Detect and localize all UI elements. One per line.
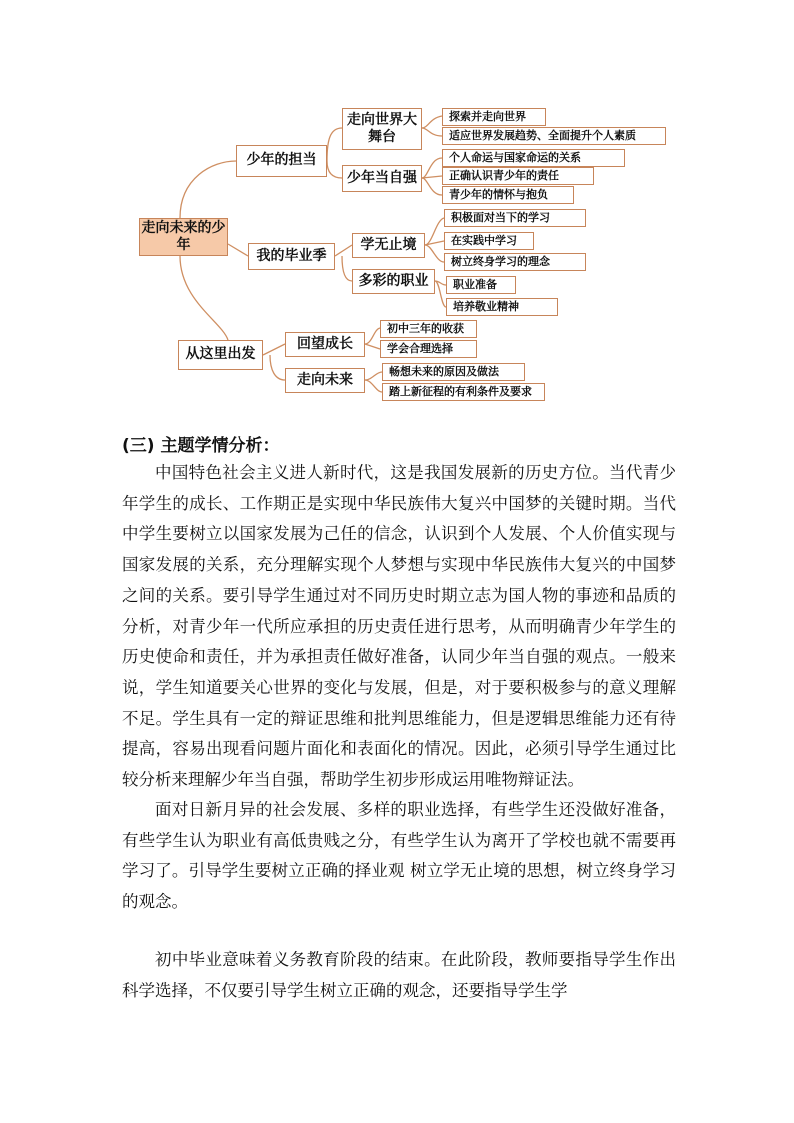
connector xyxy=(422,116,442,128)
leaf: 正确认识青少年的责任 xyxy=(442,167,594,185)
subbranch-duocai-zhiye: 多彩的职业 xyxy=(352,269,435,294)
connector xyxy=(270,355,285,380)
connector xyxy=(228,244,248,256)
branch-shaonian-dedandang: 少年的担当 xyxy=(236,145,327,177)
connector xyxy=(342,256,352,281)
subbranch-zouxiang-weilai: 走向未来 xyxy=(285,368,365,393)
connector xyxy=(180,161,236,218)
paragraph: 初中毕业意味着义务教育阶段的结束。在此阶段，教师要指导学生作出科学选择，不仅要引导学生树立正确的观念，还要指导学生学 xyxy=(122,950,676,1000)
connector xyxy=(327,128,342,161)
connector xyxy=(263,344,285,355)
leaf: 青少年的情怀与抱负 xyxy=(442,186,574,204)
paragraph: 中国特色社会主义进人新时代，这是我国发展新的历史方位。当代青少年学生的成长、工作期正是实现中华民族伟大复兴中国梦的关键时期。当代中学生要树立以国家发展为己任的信念，认识到个人发展、个人价值实现与国家发展的关系，充分理解实现个人梦想与实现中华民族伟大复兴的中国梦之间的关系。要引导学生通过对不同历史时期立志为国人物的事迹和品质的分析，对青少年一代所应承担的历史责任进行思考，从而明确青少年学生的历史使命和责任，并为承担责任做好准备，认同少年当自强的观点。一般来说，学生知道要关心世界的变化与发展，但是，对于要积极参与的意义理解不足。学生具有一定的辩证思维和批判思维能力，但是逻辑思维能力还有待提高，容易出现看问题片面化和表面化的情况。因此，必须引导学生通过比较分析来理解少年当自强，帮助学生初步形成运用唯物辩证法。 xyxy=(122,463,676,790)
subbranch-shaonian-dangziqiang: 少年当自强 xyxy=(342,165,422,192)
subbranch-xuewuzhijing: 学无止境 xyxy=(352,233,425,258)
connector xyxy=(422,158,442,178)
leaf: 在实践中学习 xyxy=(444,232,534,250)
connector xyxy=(365,380,382,392)
connector xyxy=(180,256,228,340)
section-heading: (三) 主题学情分析： xyxy=(122,436,280,456)
connector xyxy=(365,372,382,380)
paragraph: 面对日新月异的社会发展、多样的职业选择，有些学生还没做好准备，有些学生认为职业有高低贵贱之分，有些学生认为离开了学校也就不需要再学习了。引导学生要树立正确的择业观 树立学无止境的思想，树立终身学习的观念。 xyxy=(122,800,676,912)
subbranch-zouxiang-shijie: 走向世界大舞台 xyxy=(342,108,422,150)
connector xyxy=(327,161,342,178)
connector xyxy=(335,245,352,256)
connector xyxy=(422,128,442,136)
leaf: 适应世界发展趋势、全面提升个人素质 xyxy=(442,127,666,145)
leaf: 初中三年的收获 xyxy=(380,320,477,338)
leaf: 积极面对当下的学习 xyxy=(444,209,586,227)
leaf: 树立终身学习的理念 xyxy=(444,253,586,271)
branch-congzheli-chufa: 从这里出发 xyxy=(178,340,263,370)
connector xyxy=(425,245,444,262)
connector xyxy=(365,328,380,344)
connector xyxy=(422,178,442,195)
leaf: 职业准备 xyxy=(446,276,516,294)
mind-map-root: 走向未来的少年 xyxy=(139,218,228,256)
subbranch-huiwang-chengzhang: 回望成长 xyxy=(285,332,365,357)
leaf: 畅想未来的原因及做法 xyxy=(382,363,525,381)
leaf: 学会合理选择 xyxy=(380,340,477,358)
leaf: 培养敬业精神 xyxy=(446,298,558,316)
connector xyxy=(365,344,380,349)
leaf: 探索并走向世界 xyxy=(442,108,546,126)
leaf: 个人命运与国家命运的关系 xyxy=(442,149,625,167)
leaf: 踏上新征程的有利条件及要求 xyxy=(382,383,545,401)
branch-biyeji: 我的毕业季 xyxy=(248,243,335,270)
mind-map xyxy=(0,0,794,420)
